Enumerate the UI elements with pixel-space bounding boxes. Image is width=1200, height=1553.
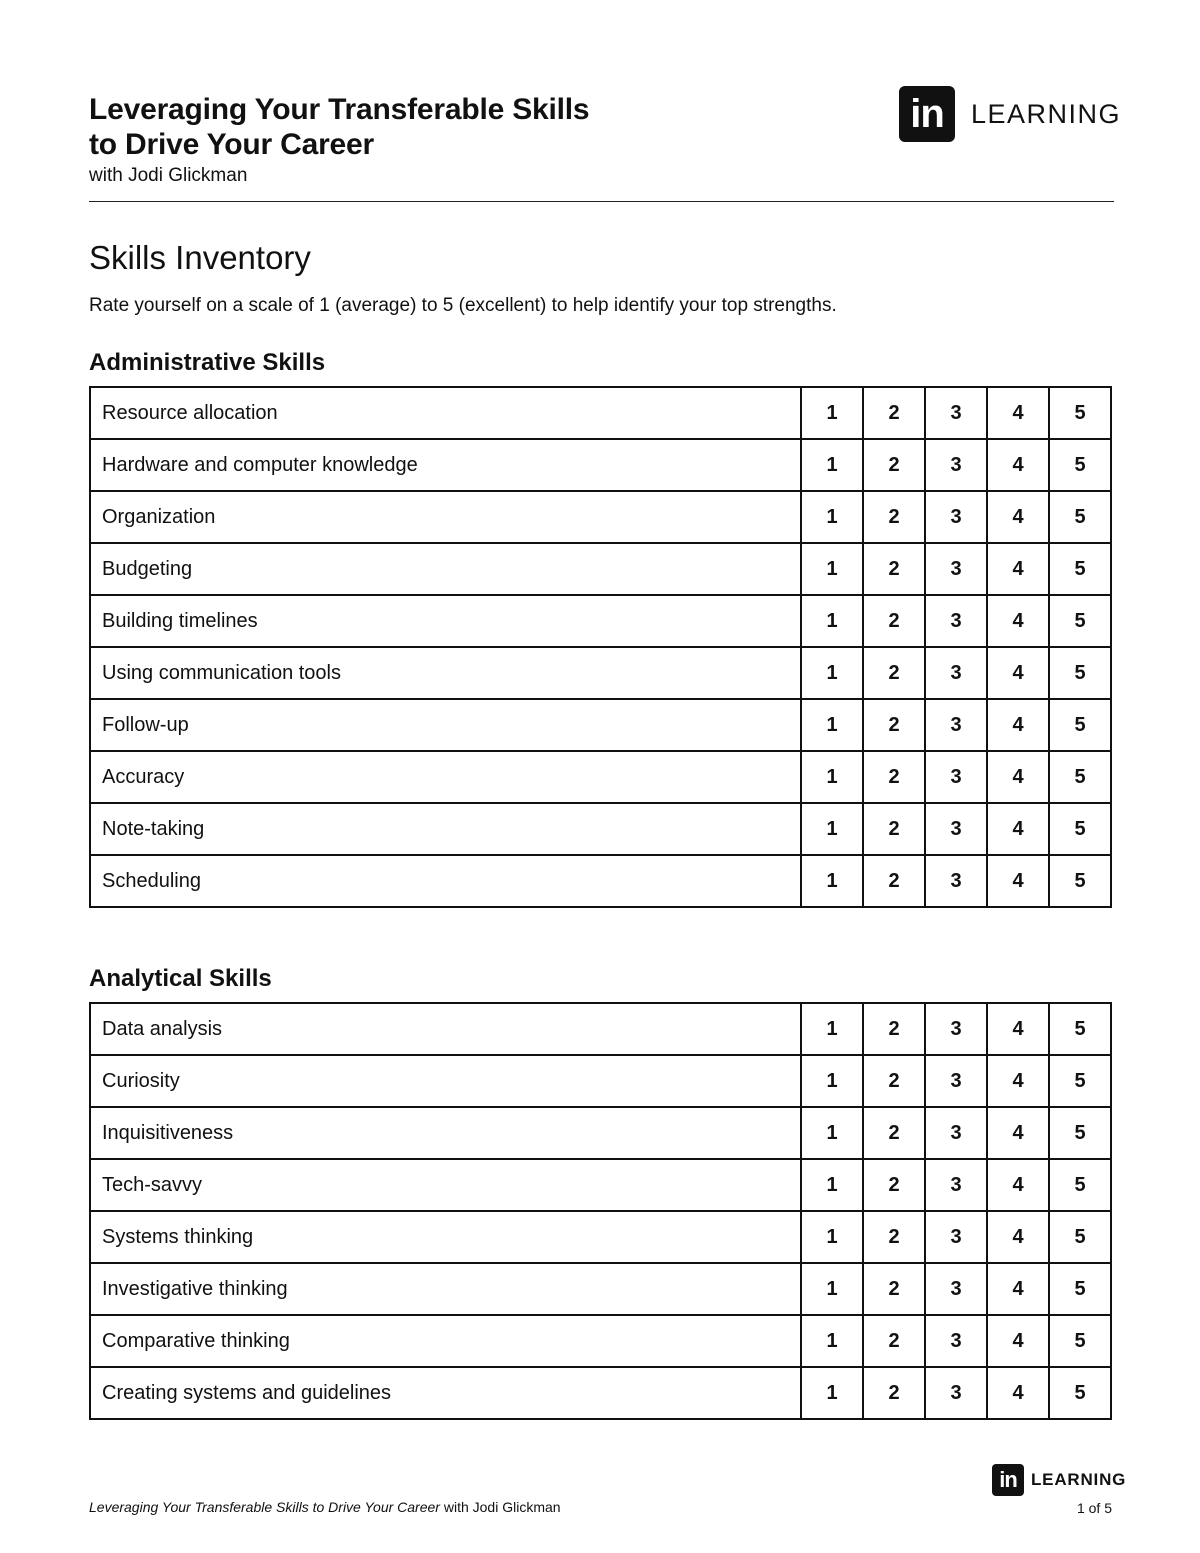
rating-option-4[interactable]: 4 xyxy=(987,1211,1049,1263)
skill-name: Investigative thinking xyxy=(90,1263,801,1315)
document-subtitle: with Jodi Glickman xyxy=(89,165,248,186)
rating-option-1[interactable]: 1 xyxy=(801,751,863,803)
rating-option-2[interactable]: 2 xyxy=(863,1159,925,1211)
rating-option-5[interactable]: 5 xyxy=(1049,751,1111,803)
rating-option-5[interactable]: 5 xyxy=(1049,1159,1111,1211)
rating-option-2[interactable]: 2 xyxy=(863,1367,925,1419)
rating-option-1[interactable]: 1 xyxy=(801,491,863,543)
header-divider xyxy=(89,201,1114,202)
skill-name: Building timelines xyxy=(90,595,801,647)
footer-logo-wordmark: LEARNING xyxy=(1031,1470,1127,1489)
rating-option-2[interactable]: 2 xyxy=(863,543,925,595)
rating-option-4[interactable]: 4 xyxy=(987,751,1049,803)
rating-option-2[interactable]: 2 xyxy=(863,439,925,491)
rating-option-3[interactable]: 3 xyxy=(925,543,987,595)
rating-option-5[interactable]: 5 xyxy=(1049,595,1111,647)
rating-option-2[interactable]: 2 xyxy=(863,1003,925,1055)
rating-option-4[interactable]: 4 xyxy=(987,543,1049,595)
skill-row xyxy=(90,595,1111,647)
rating-option-3[interactable]: 3 xyxy=(925,387,987,439)
rating-option-4[interactable]: 4 xyxy=(987,1315,1049,1367)
rating-option-1[interactable]: 1 xyxy=(801,543,863,595)
rating-option-3[interactable]: 3 xyxy=(925,1055,987,1107)
skill-name: Tech-savvy xyxy=(90,1159,801,1211)
document-title-line-2: to Drive Your Career xyxy=(89,128,374,161)
skill-name: Creating systems and guidelines xyxy=(90,1367,801,1419)
rating-option-1[interactable]: 1 xyxy=(801,1263,863,1315)
skill-name: Follow-up xyxy=(90,699,801,751)
rating-option-1[interactable]: 1 xyxy=(801,1211,863,1263)
skill-name: Organization xyxy=(90,491,801,543)
skill-name: Scheduling xyxy=(90,855,801,907)
rating-option-4[interactable]: 4 xyxy=(987,491,1049,543)
rating-option-4[interactable]: 4 xyxy=(987,1263,1049,1315)
rating-option-3[interactable]: 3 xyxy=(925,1159,987,1211)
rating-option-5[interactable]: 5 xyxy=(1049,803,1111,855)
rating-option-5[interactable]: 5 xyxy=(1049,543,1111,595)
rating-option-5[interactable]: 5 xyxy=(1049,1367,1111,1419)
skill-row xyxy=(90,543,1111,595)
logo-wordmark: LEARNING xyxy=(971,98,1122,129)
rating-option-5[interactable]: 5 xyxy=(1049,491,1111,543)
rating-option-5[interactable]: 5 xyxy=(1049,855,1111,907)
skill-row xyxy=(90,1367,1111,1419)
rating-option-3[interactable]: 3 xyxy=(925,1367,987,1419)
skill-row xyxy=(90,803,1111,855)
footer-linkedin-in-icon: in xyxy=(992,1464,1024,1496)
linkedin-learning-logo xyxy=(899,86,1121,142)
rating-option-1[interactable]: 1 xyxy=(801,1367,863,1419)
rating-option-5[interactable]: 5 xyxy=(1049,1263,1111,1315)
rating-option-4[interactable]: 4 xyxy=(987,387,1049,439)
rating-option-4[interactable]: 4 xyxy=(987,1003,1049,1055)
rating-option-5[interactable]: 5 xyxy=(1049,439,1111,491)
skill-row xyxy=(90,491,1111,543)
rating-option-1[interactable]: 1 xyxy=(801,1003,863,1055)
rating-option-2[interactable]: 2 xyxy=(863,1211,925,1263)
rating-option-1[interactable]: 1 xyxy=(801,595,863,647)
rating-option-2[interactable]: 2 xyxy=(863,855,925,907)
rating-option-4[interactable]: 4 xyxy=(987,439,1049,491)
rating-option-2[interactable]: 2 xyxy=(863,1055,925,1107)
rating-option-5[interactable]: 5 xyxy=(1049,1055,1111,1107)
rating-option-5[interactable]: 5 xyxy=(1049,647,1111,699)
rating-option-3[interactable]: 3 xyxy=(925,1211,987,1263)
rating-option-3[interactable]: 3 xyxy=(925,647,987,699)
linkedin-in-icon: in xyxy=(899,86,955,142)
rating-option-5[interactable]: 5 xyxy=(1049,699,1111,751)
section-intro: Rate yourself on a scale of 1 (average) to 5 (excellent) to help identify your top strengths. xyxy=(89,295,837,316)
skill-name: Data analysis xyxy=(90,1003,801,1055)
rating-option-2[interactable]: 2 xyxy=(863,1263,925,1315)
footer-linkedin-learning-logo xyxy=(992,1464,1126,1496)
rating-option-3[interactable]: 3 xyxy=(925,491,987,543)
rating-option-2[interactable]: 2 xyxy=(863,1315,925,1367)
skill-row xyxy=(90,1211,1111,1263)
rating-option-3[interactable]: 3 xyxy=(925,1315,987,1367)
rating-option-1[interactable]: 1 xyxy=(801,387,863,439)
rating-option-5[interactable]: 5 xyxy=(1049,387,1111,439)
rating-option-3[interactable]: 3 xyxy=(925,1263,987,1315)
rating-option-5[interactable]: 5 xyxy=(1049,1315,1111,1367)
rating-option-2[interactable]: 2 xyxy=(863,699,925,751)
skill-row xyxy=(90,387,1111,439)
rating-option-3[interactable]: 3 xyxy=(925,595,987,647)
group-heading-administrative: Administrative Skills xyxy=(89,349,326,376)
rating-option-4[interactable]: 4 xyxy=(987,1055,1049,1107)
footer-course-title: Leveraging Your Transferable Skills to Drive Your Career xyxy=(89,1499,440,1515)
rating-option-2[interactable]: 2 xyxy=(863,751,925,803)
rating-option-4[interactable]: 4 xyxy=(987,803,1049,855)
rating-option-1[interactable]: 1 xyxy=(801,1055,863,1107)
rating-option-2[interactable]: 2 xyxy=(863,1107,925,1159)
rating-option-3[interactable]: 3 xyxy=(925,1107,987,1159)
rating-option-1[interactable]: 1 xyxy=(801,1159,863,1211)
page-number: 1 of 5 xyxy=(1076,1500,1112,1516)
skill-row xyxy=(90,1107,1111,1159)
skill-name: Note-taking xyxy=(90,803,801,855)
skill-row xyxy=(90,1263,1111,1315)
rating-option-1[interactable]: 1 xyxy=(801,439,863,491)
rating-option-1[interactable]: 1 xyxy=(801,699,863,751)
skill-row xyxy=(90,699,1111,751)
skill-name: Resource allocation xyxy=(90,387,801,439)
rating-option-4[interactable]: 4 xyxy=(987,699,1049,751)
skill-name: Accuracy xyxy=(90,751,801,803)
rating-option-4[interactable]: 4 xyxy=(987,1159,1049,1211)
footer-author: with Jodi Glickman xyxy=(439,1499,561,1515)
rating-option-3[interactable]: 3 xyxy=(925,439,987,491)
rating-option-2[interactable]: 2 xyxy=(863,803,925,855)
rating-option-5[interactable]: 5 xyxy=(1049,1211,1111,1263)
skill-name: Curiosity xyxy=(90,1055,801,1107)
rating-option-3[interactable]: 3 xyxy=(925,699,987,751)
skill-row xyxy=(90,1315,1111,1367)
rating-option-1[interactable]: 1 xyxy=(801,855,863,907)
rating-option-3[interactable]: 3 xyxy=(925,803,987,855)
skills-table-analytical xyxy=(89,1002,1112,1420)
rating-option-4[interactable]: 4 xyxy=(987,595,1049,647)
rating-option-1[interactable]: 1 xyxy=(801,803,863,855)
rating-option-2[interactable]: 2 xyxy=(863,595,925,647)
document-title-line-1: Leveraging Your Transferable Skills xyxy=(89,93,590,126)
rating-option-2[interactable]: 2 xyxy=(863,491,925,543)
skill-row xyxy=(90,751,1111,803)
skill-row xyxy=(90,647,1111,699)
skill-row xyxy=(90,1159,1111,1211)
skill-name: Using communication tools xyxy=(90,647,801,699)
skills-table-administrative xyxy=(89,386,1112,908)
rating-option-4[interactable]: 4 xyxy=(987,1367,1049,1419)
skill-row xyxy=(90,1003,1111,1055)
rating-option-3[interactable]: 3 xyxy=(925,1003,987,1055)
group-heading-analytical: Analytical Skills xyxy=(89,965,272,992)
rating-option-1[interactable]: 1 xyxy=(801,1315,863,1367)
rating-option-4[interactable]: 4 xyxy=(987,647,1049,699)
rating-option-5[interactable]: 5 xyxy=(1049,1107,1111,1159)
skill-name: Budgeting xyxy=(90,543,801,595)
rating-option-1[interactable]: 1 xyxy=(801,647,863,699)
skill-row xyxy=(90,439,1111,491)
rating-option-2[interactable]: 2 xyxy=(863,647,925,699)
rating-option-3[interactable]: 3 xyxy=(925,751,987,803)
rating-option-5[interactable]: 5 xyxy=(1049,1003,1111,1055)
skill-name: Hardware and computer knowledge xyxy=(90,439,801,491)
rating-option-4[interactable]: 4 xyxy=(987,855,1049,907)
rating-option-3[interactable]: 3 xyxy=(925,855,987,907)
section-title: Skills Inventory xyxy=(89,239,311,276)
rating-option-4[interactable]: 4 xyxy=(987,1107,1049,1159)
skill-name: Inquisitiveness xyxy=(90,1107,801,1159)
rating-option-2[interactable]: 2 xyxy=(863,387,925,439)
skill-name: Systems thinking xyxy=(90,1211,801,1263)
skill-name: Comparative thinking xyxy=(90,1315,801,1367)
rating-option-1[interactable]: 1 xyxy=(801,1107,863,1159)
footer-course-credit xyxy=(89,1498,561,1516)
skill-row xyxy=(90,855,1111,907)
skill-row xyxy=(90,1055,1111,1107)
